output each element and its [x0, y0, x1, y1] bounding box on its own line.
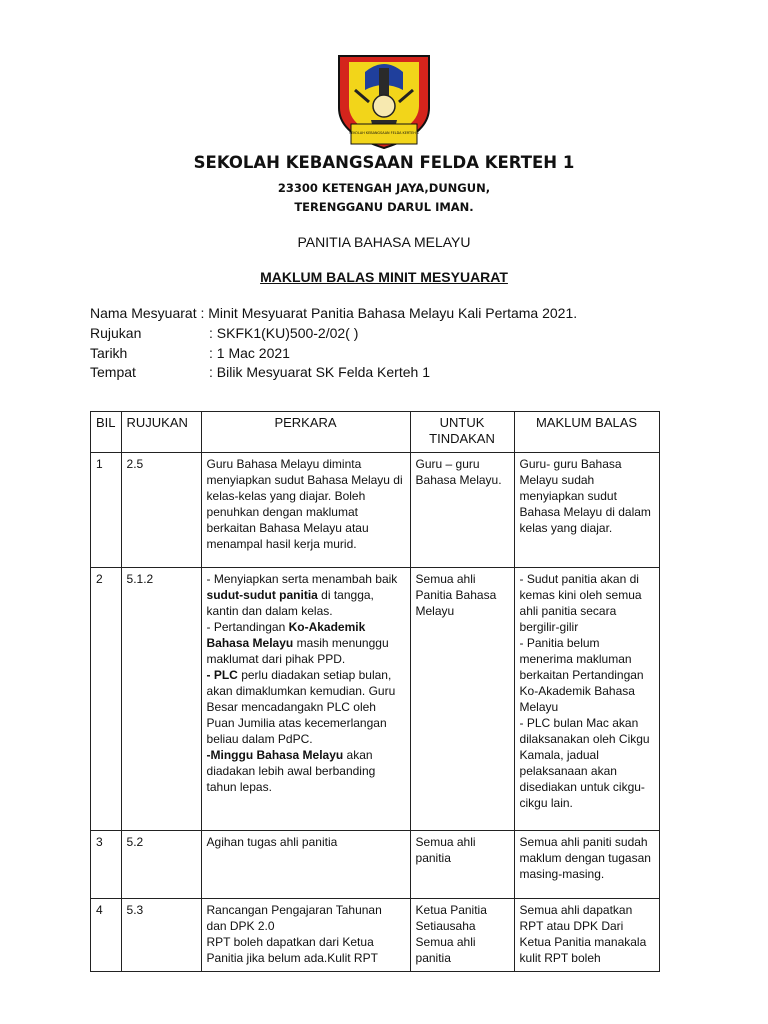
meta-tarikh [90, 345, 290, 361]
meta-nama-label: Nama Mesyuarat : [90, 305, 205, 321]
header-maklum-balas: MAKLUM BALAS [514, 412, 659, 453]
header-rujukan: RUJUKAN [121, 412, 201, 453]
meta-rujukan [90, 325, 358, 341]
cell-perkara: Guru Bahasa Melayu diminta menyiapkan sudut Bahasa Melayu di kelas-kelas yang diajar. Boleh penuhkan dengan maklumat berkaitan Bahasa Melayu atau menampal hasil kerja murid. [201, 453, 410, 568]
cell-tindakan: Semua ahli Panitia Bahasa Melayu [410, 568, 514, 831]
table-row [91, 899, 660, 972]
cell-tindakan: Guru – guru Bahasa Melayu. [410, 453, 514, 568]
cell-perkara: - Menyiapkan serta menambah baik sudut-sudut panitia di tangga, kantin dan dalam kelas. - Pertandingan Ko-Akademik Bahasa Melayu masih menunggu maklumat dari pihak PPD. - PLC perlu diadakan setiap bulan, akan dimaklumkan kemudian. Guru Besar mencadangakn PLC oleh Puan Jumilia atas kecemerlangan beliau dalam PdPC. -Minggu Bahasa Melayu akan diadakan lebih awal berbanding tahun lepas. [201, 568, 410, 831]
meta-tempat [90, 364, 430, 380]
meta-nama-value: Minit Mesyuarat Panitia Bahasa Melayu Kali Pertama 2021. [208, 305, 578, 321]
meta-nama [90, 305, 577, 321]
meta-tempat-label: Tempat [90, 364, 136, 380]
table-row [91, 568, 660, 831]
meta-rujukan-value: : SKFK1(KU)500-2/02( ) [209, 325, 359, 341]
school-name: SEKOLAH KEBANGSAAN FELDA KERTEH 1 [193, 153, 575, 172]
committee-name: PANITIA BAHASA MELAYU [297, 234, 471, 250]
cell-perkara: Agihan tugas ahli panitia [201, 831, 410, 899]
cell-maklum-balas: Semua ahli paniti sudah maklum dengan tugasan masing-masing. [514, 831, 659, 899]
cell-bil: 3 [91, 831, 122, 899]
cell-tindakan: Ketua Panitia Setiausaha Semua ahli panitia [410, 899, 514, 972]
cell-perkara: Rancangan Pengajaran Tahunan dan DPK 2.0 RPT boleh dapatkan dari Ketua Panitia jika belum ada.Kulit RPT [201, 899, 410, 972]
cell-tindakan: Semua ahli panitia [410, 831, 514, 899]
document-title: MAKLUM BALAS MINIT MESYUARAT [260, 269, 508, 285]
meta-rujukan-label: Rujukan [90, 325, 142, 341]
school-crest-icon [331, 50, 437, 150]
cell-bil: 2 [91, 568, 122, 831]
cell-rujukan: 5.1.2 [121, 568, 201, 831]
header-untuk-tindakan [410, 412, 514, 453]
crest-text: SEKOLAH KEBANGSAAN FELDA KERTEH 1 [348, 131, 420, 135]
address-line-2: TERENGGANU DARUL IMAN. [294, 200, 474, 214]
cell-rujukan: 2.5 [121, 453, 201, 568]
cell-rujukan: 5.2 [121, 831, 201, 899]
header-bil: BIL [91, 412, 122, 453]
cell-rujukan: 5.3 [121, 899, 201, 972]
meta-tarikh-label: Tarikh [90, 345, 128, 361]
meta-tempat-value: : Bilik Mesyuarat SK Felda Kerteh 1 [209, 364, 430, 380]
header-tindakan: TINDAKAN [429, 431, 495, 446]
table-header-row [91, 412, 660, 453]
address-line-1: 23300 KETENGAH JAYA,DUNGUN, [277, 181, 491, 195]
cell-bil: 4 [91, 899, 122, 972]
cell-maklum-balas: - Sudut panitia akan di kemas kini oleh semua ahli panitia secara bergilir-gilir - Panitia belum menerima makluman berkaitan Pertandingan Ko-Akademik Bahasa Melayu - PLC bulan Mac akan dilaksanakan oleh Cikgu Kamala, jadual pelaksanaan akan disediakan untuk cikgu-cikgu lain. [514, 568, 659, 831]
table-row [91, 453, 660, 568]
table-row [91, 831, 660, 899]
cell-bil: 1 [91, 453, 122, 568]
minutes-table [90, 411, 660, 972]
header-untuk: UNTUK [439, 415, 485, 430]
cell-maklum-balas: Guru- guru Bahasa Melayu sudah menyiapkan sudut Bahasa Melayu di dalam kelas yang diajar. [514, 453, 659, 568]
meta-tarikh-value: : 1 Mac 2021 [209, 345, 290, 361]
cell-maklum-balas: Semua ahli dapatkan RPT atau DPK Dari Ketua Panitia manakala kulit RPT boleh [514, 899, 659, 972]
header-perkara: PERKARA [201, 412, 410, 453]
